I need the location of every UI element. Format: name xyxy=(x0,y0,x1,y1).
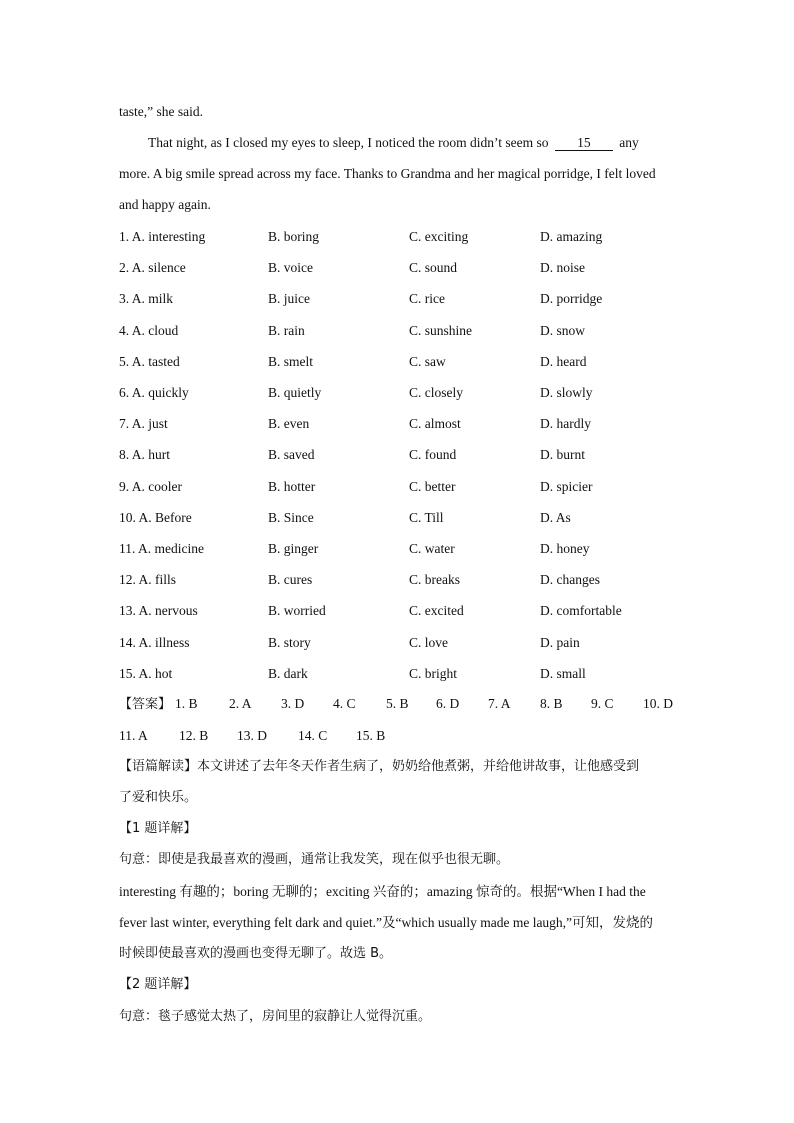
passage-line-2 xyxy=(148,134,679,152)
option-q15-a: 15. A. hot xyxy=(119,666,173,681)
option-q5-a: 5. A. tasted xyxy=(119,354,180,369)
option-q1-b: B. boring xyxy=(268,229,320,244)
option-q14-c: C. love xyxy=(409,635,448,650)
option-q8-c: C. found xyxy=(409,447,457,462)
answer-item: 6. D xyxy=(436,696,460,711)
answer-item: 13. D xyxy=(237,728,267,743)
option-q5-d: D. heard xyxy=(540,354,587,369)
q2-heading: 【2 题详解】 xyxy=(119,977,197,992)
answer-item: 2. A xyxy=(229,696,252,711)
option-q10-a: 10. A. Before xyxy=(119,510,192,525)
option-q11-c: C. water xyxy=(409,541,455,556)
answers-label: 【答案】 xyxy=(119,697,172,712)
option-q8-d: D. burnt xyxy=(540,447,585,462)
option-q10-d: D. As xyxy=(540,510,571,525)
analysis-label: 【语篇解读】 xyxy=(119,759,198,774)
q1-heading: 【1 题详解】 xyxy=(119,821,197,836)
option-q11-b: B. ginger xyxy=(268,541,319,556)
option-q14-b: B. story xyxy=(268,635,311,650)
passage-line-1: taste,” she said. xyxy=(119,104,203,119)
option-q2-c: C. sound xyxy=(409,260,458,275)
option-q13-b: B. worried xyxy=(268,603,326,618)
answer-item: 14. C xyxy=(298,728,328,743)
q1-meaning: 句意：即使是我最喜欢的漫画，通常让我发笑，现在似乎也很无聊。 xyxy=(119,852,510,867)
option-q10-c: C. Till xyxy=(409,510,444,525)
answer-item: 7. A xyxy=(488,696,511,711)
option-q9-b: B. hotter xyxy=(268,479,316,494)
option-q7-d: D. hardly xyxy=(540,416,591,431)
option-q1-a: 1. A. interesting xyxy=(119,229,206,244)
option-q4-a: 4. A. cloud xyxy=(119,323,179,338)
option-q6-b: B. quietly xyxy=(268,385,322,400)
answer-item: 5. B xyxy=(386,696,409,711)
option-q12-c: C. breaks xyxy=(409,572,460,587)
option-q11-d: D. honey xyxy=(540,541,590,556)
answer-item: 9. C xyxy=(591,696,614,711)
answer-item: 10. D xyxy=(643,696,673,711)
q2-meaning: 句意：毯子感觉太热了，房间里的寂静让人觉得沉重。 xyxy=(119,1009,432,1024)
blank-15: 15 xyxy=(555,135,613,151)
answer-item: 15. B xyxy=(356,728,386,743)
option-q15-b: B. dark xyxy=(268,666,308,681)
option-q12-b: B. cures xyxy=(268,572,313,587)
option-q15-c: C. bright xyxy=(409,666,458,681)
option-q7-c: C. almost xyxy=(409,416,461,431)
option-q3-a: 3. A. milk xyxy=(119,291,174,306)
option-q12-d: D. changes xyxy=(540,572,600,587)
option-q7-a: 7. A. just xyxy=(119,416,168,431)
option-q8-a: 8. A. hurt xyxy=(119,447,171,462)
option-q10-b: B. Since xyxy=(268,510,314,525)
analysis-line-2: 了爱和快乐。 xyxy=(119,790,198,805)
analysis-line-1 xyxy=(119,758,679,776)
option-q6-c: C. closely xyxy=(409,385,463,400)
option-q7-b: B. even xyxy=(268,416,310,431)
option-q4-c: C. sunshine xyxy=(409,323,473,338)
q1-line-1: interesting 有趣的；boring 无聊的；exciting 兴奋的；amazing 惊奇的。根据“When I had the xyxy=(119,884,646,899)
option-q9-c: C. better xyxy=(409,479,456,494)
passage-line-3: more. A big smile spread across my face. Thanks to Grandma and her magical porridge, I felt loved xyxy=(119,166,656,181)
option-q2-a: 2. A. silence xyxy=(119,260,186,275)
option-q3-c: C. rice xyxy=(409,291,445,306)
passage-line-4: and happy again. xyxy=(119,197,211,212)
analysis-text: 本文讲述了去年冬天作者生病了，奶奶给他煮粥，并给他讲故事，让他感受到 xyxy=(197,759,640,774)
option-q2-d: D. noise xyxy=(540,260,585,275)
answer-item: 3. D xyxy=(281,696,305,711)
q1-line-3: 时候即使最喜欢的漫画也变得无聊了。故选 B。 xyxy=(119,946,393,961)
option-q6-a: 6. A. quickly xyxy=(119,385,189,400)
option-q1-c: C. exciting xyxy=(409,229,469,244)
option-q9-a: 9. A. cooler xyxy=(119,479,182,494)
option-q13-d: D. comfortable xyxy=(540,603,622,618)
answer-item: 11. A xyxy=(119,728,148,743)
passage-line-2-end: any xyxy=(619,135,639,150)
option-q1-d: D. amazing xyxy=(540,229,603,244)
option-q5-b: B. smelt xyxy=(268,354,314,369)
option-q8-b: B. saved xyxy=(268,447,315,462)
option-q11-a: 11. A. medicine xyxy=(119,541,204,556)
answer-item: 1. B xyxy=(175,696,198,711)
option-q2-b: B. voice xyxy=(268,260,313,275)
option-q5-c: C. saw xyxy=(409,354,446,369)
answer-item: 4. C xyxy=(333,696,356,711)
option-q14-d: D. pain xyxy=(540,635,580,650)
option-q13-a: 13. A. nervous xyxy=(119,603,198,618)
option-q3-d: D. porridge xyxy=(540,291,603,306)
option-q4-d: D. snow xyxy=(540,323,586,338)
option-q14-a: 14. A. illness xyxy=(119,635,190,650)
q1-line-2: fever last winter, everything felt dark and quiet.”及“which usually made me laugh,”可知，发烧的 xyxy=(119,915,654,930)
option-q4-b: B. rain xyxy=(268,323,305,338)
answer-item: 8. B xyxy=(540,696,563,711)
answer-item: 12. B xyxy=(179,728,209,743)
option-q6-d: D. slowly xyxy=(540,385,593,400)
option-q9-d: D. spicier xyxy=(540,479,593,494)
option-q13-c: C. excited xyxy=(409,603,464,618)
option-q12-a: 12. A. fills xyxy=(119,572,177,587)
option-q3-b: B. juice xyxy=(268,291,310,306)
passage-line-2-text: That night, as I closed my eyes to sleep, I noticed the room didn’t seem so xyxy=(148,135,549,150)
option-q15-d: D. small xyxy=(540,666,586,681)
